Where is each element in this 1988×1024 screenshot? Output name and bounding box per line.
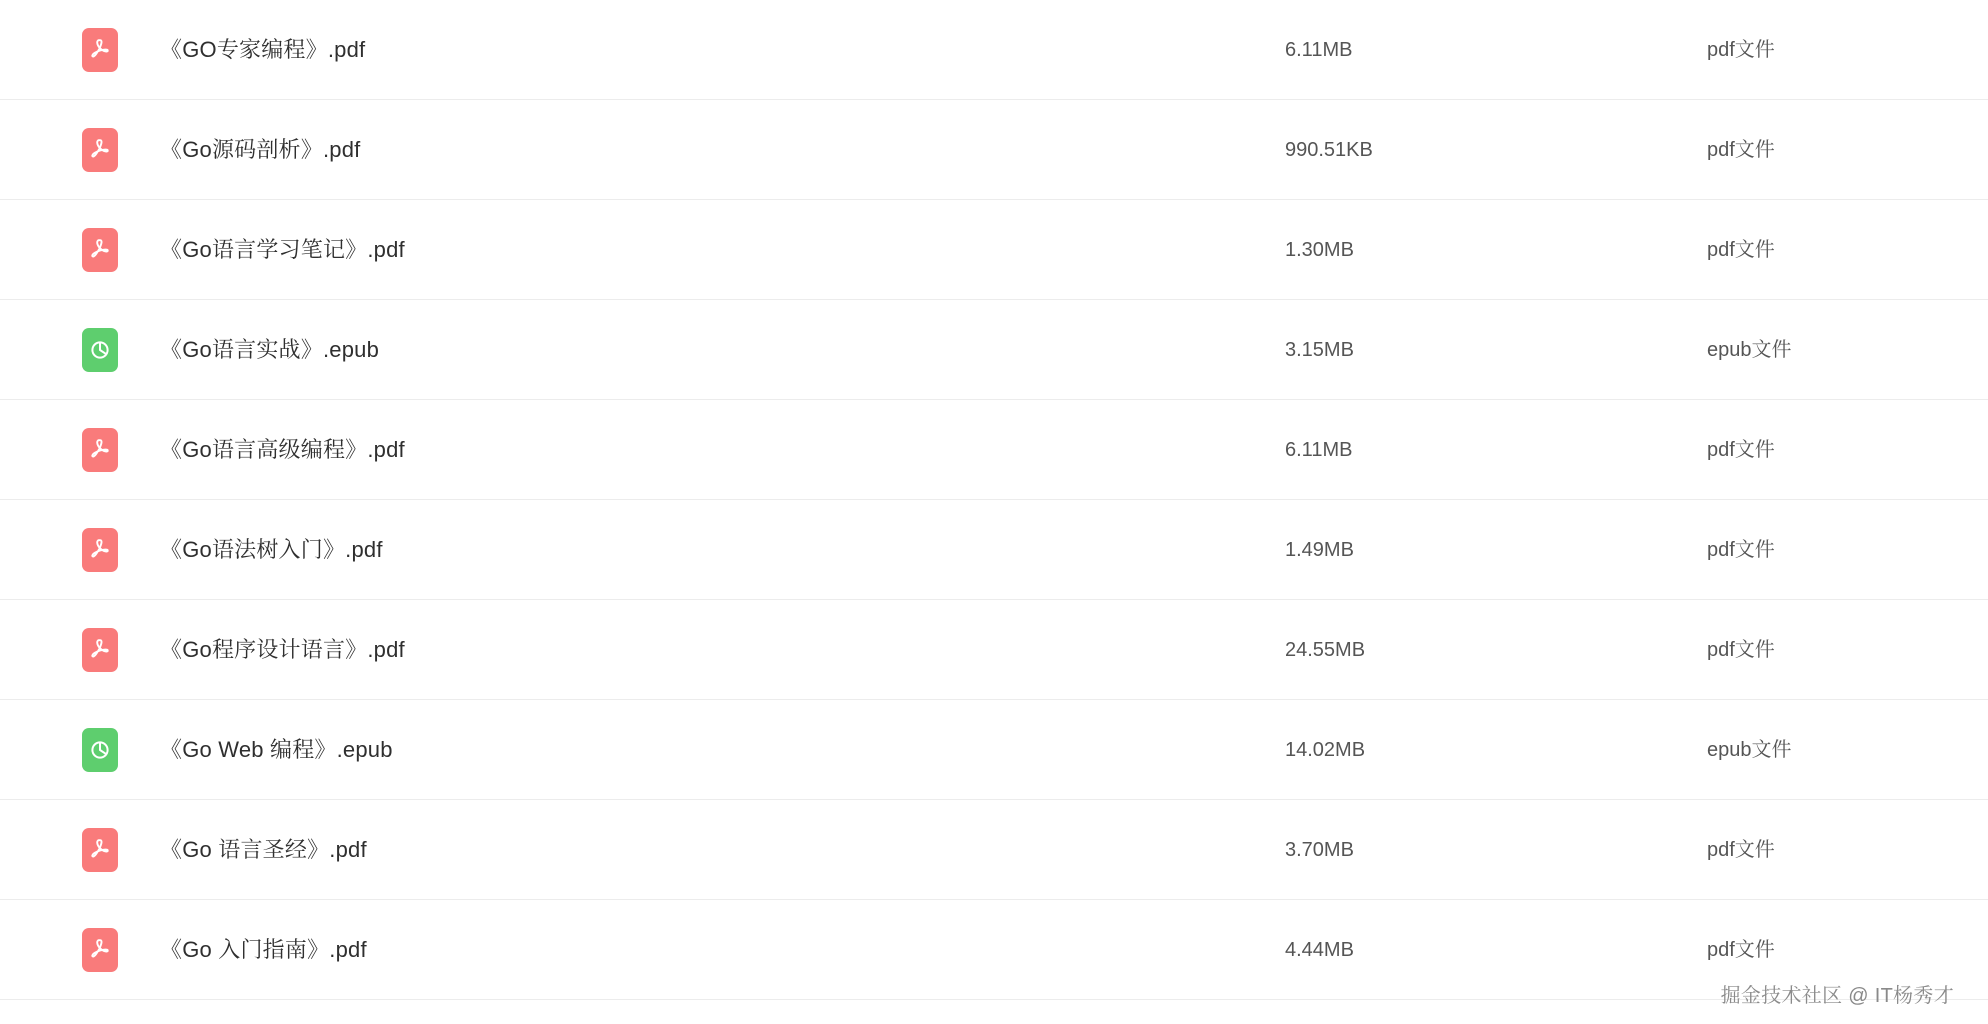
file-row[interactable] [0,600,1988,700]
file-type: epub文件 [1707,338,1792,361]
file-size: 990.51KB [1285,138,1373,161]
file-row[interactable] [0,700,1988,800]
file-row[interactable] [0,800,1988,900]
file-size: 6.11MB [1285,38,1353,61]
file-row[interactable] [0,400,1988,500]
file-type: epub文件 [1707,738,1792,761]
file-type: pdf文件 [1707,238,1775,261]
file-name[interactable]: 《Go语言实战》.epub [160,336,380,362]
file-size: 3.70MB [1285,838,1354,861]
file-type: pdf文件 [1707,938,1775,961]
file-size: 1.30MB [1285,238,1354,261]
file-row[interactable] [0,200,1988,300]
file-size: 4.44MB [1285,938,1354,961]
file-name[interactable]: 《Go 语言圣经》.pdf [160,836,367,862]
file-size: 6.11MB [1285,438,1353,461]
file-name[interactable]: 《Go语法树入门》.pdf [160,536,383,562]
file-name[interactable]: 《Go程序设计语言》.pdf [160,636,405,662]
file-row[interactable] [0,0,1988,100]
file-type: pdf文件 [1707,838,1775,861]
file-type: pdf文件 [1707,638,1775,661]
pdf-file-icon [82,28,118,72]
pdf-file-icon [82,828,118,872]
file-size: 14.02MB [1285,738,1366,761]
file-row[interactable] [0,500,1988,600]
file-size: 1.49MB [1285,538,1354,561]
pdf-file-icon [82,228,118,272]
file-type: pdf文件 [1707,38,1775,61]
file-name[interactable]: 《Go语言高级编程》.pdf [160,436,405,462]
pdf-file-icon [82,628,118,672]
file-row[interactable] [0,100,1988,200]
watermark: 掘金技术社区 @ IT杨秀才 [1720,985,1954,1007]
pdf-file-icon [82,528,118,572]
file-type: pdf文件 [1707,538,1775,561]
file-size: 3.15MB [1285,338,1354,361]
pdf-file-icon [82,128,118,172]
epub-file-icon [82,728,118,772]
file-name[interactable]: 《Go源码剖析》.pdf [160,136,361,162]
file-name[interactable]: 《Go Web 编程》.epub [160,736,393,762]
pdf-file-icon [82,928,118,972]
epub-file-icon [82,328,118,372]
file-size: 24.55MB [1285,638,1366,661]
file-row[interactable] [0,900,1988,1000]
file-row[interactable] [0,300,1988,400]
file-name[interactable]: 《GO专家编程》.pdf [160,36,366,62]
file-type: pdf文件 [1707,438,1775,461]
file-type: pdf文件 [1707,138,1775,161]
file-name[interactable]: 《Go语言学习笔记》.pdf [160,236,405,262]
file-name[interactable]: 《Go 入门指南》.pdf [160,936,367,962]
pdf-file-icon [82,428,118,472]
